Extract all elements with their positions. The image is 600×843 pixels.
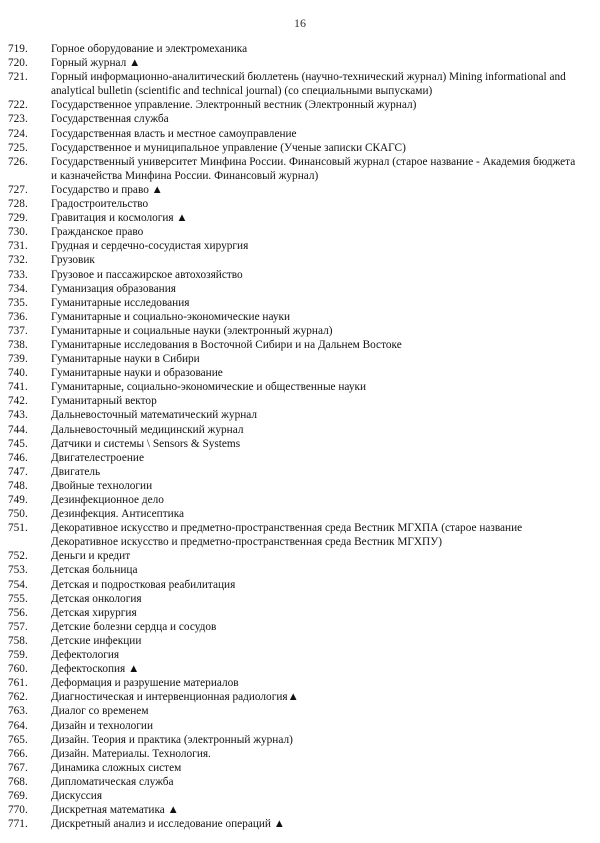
entry-number: 728.: [8, 198, 28, 211]
entry-title: Дизайн. Теория и практика (электронный журнал): [51, 733, 293, 746]
entry-title: Дискуссия: [51, 789, 103, 802]
entry-number: 750.: [8, 508, 28, 521]
entry-title: Дискретная математика ▲: [51, 804, 179, 817]
entry-title: Грудная и сердечно-сосудистая хирургия: [51, 240, 249, 253]
entry-title: Дефектоскопия ▲: [51, 663, 140, 676]
list-item: [8, 183, 582, 197]
entry-number: 745.: [8, 437, 28, 450]
entry-title: Гуманитарный вектор: [51, 395, 157, 408]
entry-number: 748.: [8, 479, 28, 492]
list-item: [8, 521, 582, 549]
list-item: [8, 253, 582, 267]
entry-title: Двигатель: [51, 465, 101, 478]
entry-title: Гражданское право: [51, 226, 144, 239]
entry-number: 743.: [8, 409, 28, 422]
entry-title: Горный информационно-аналитический бюллетень (научно-технический журнал) Mining informational and analytical bulletin (scientific and technical journal) (со специальными выпусками): [51, 71, 566, 98]
entry-number: 770.: [8, 804, 28, 817]
list-item: [8, 437, 582, 451]
list-item: [8, 690, 582, 704]
entry-number: 746.: [8, 451, 28, 464]
list-item: [8, 803, 582, 817]
entry-number: 725.: [8, 141, 28, 154]
entry-number: 755.: [8, 592, 28, 605]
entry-number: 747.: [8, 465, 28, 478]
list-item: [8, 507, 582, 521]
entry-number: 758.: [8, 634, 28, 647]
list-item: [8, 761, 582, 775]
entry-number: 737.: [8, 324, 28, 337]
list-item: [8, 479, 582, 493]
list-item: [8, 493, 582, 507]
list-item: [8, 352, 582, 366]
entry-title: Детская хирургия: [51, 606, 137, 619]
entry-title: Горное оборудование и электромеханика: [51, 43, 248, 55]
entry-title: Дипломатическая служба: [51, 775, 174, 788]
entry-number: 726.: [8, 155, 28, 168]
entry-title: Детская и подростковая реабилитация: [51, 578, 236, 591]
entry-number: 729.: [8, 212, 28, 225]
entry-number: 763.: [8, 705, 28, 718]
entry-title: Диалог со временем: [51, 705, 149, 718]
entry-title: Гуманитарные исследования в Восточной Сибири и на Дальнем Востоке: [51, 338, 402, 351]
entry-title: Дискретный анализ и исследование операций ▲: [51, 818, 285, 831]
list-item: [8, 282, 582, 296]
list-item: [8, 70, 582, 98]
list-item: [8, 366, 582, 380]
entry-number: 757.: [8, 620, 28, 633]
list-item: [8, 225, 582, 239]
entry-title: Динамика сложных систем: [51, 761, 182, 774]
entry-title: Грузовик: [51, 254, 95, 267]
entry-title: Государственная служба: [51, 113, 169, 126]
list-item: [8, 394, 582, 408]
entry-title: Декоративное искусство и предметно-пространственная среда Вестник МГХПА (старое название Декоративное искусство и предметно-пространственная среда Вестник МГХПУ): [51, 522, 523, 549]
entry-title: Детская онкология: [51, 592, 142, 605]
list-item: [8, 296, 582, 310]
entry-title: Горный журнал ▲: [51, 57, 141, 70]
entry-title: Двойные технологии: [51, 479, 153, 492]
entry-title: Гравитация и космология ▲: [51, 212, 188, 225]
entry-title: Дальневосточный математический журнал: [51, 409, 258, 422]
list-item: [8, 592, 582, 606]
entry-number: 735.: [8, 296, 28, 309]
entry-title: Градостроительство: [51, 198, 149, 211]
entry-number: 736.: [8, 310, 28, 323]
entry-number: 730.: [8, 226, 28, 239]
journal-list: [8, 42, 582, 831]
list-item: [8, 211, 582, 225]
list-item: [8, 747, 582, 761]
entry-title: Детские инфекции: [51, 634, 142, 647]
entry-number: 727.: [8, 183, 28, 196]
entry-number: 731.: [8, 240, 28, 253]
list-item: [8, 563, 582, 577]
list-item: [8, 704, 582, 718]
list-item: [8, 775, 582, 789]
entry-number: 768.: [8, 775, 28, 788]
entry-title: Гуманитарные исследования: [51, 296, 190, 309]
entry-title: Дизайн и технологии: [51, 719, 154, 732]
entry-number: 769.: [8, 789, 28, 802]
entry-number: 733.: [8, 268, 28, 281]
list-item: [8, 648, 582, 662]
list-item: [8, 733, 582, 747]
entry-number: 721.: [8, 71, 28, 84]
entry-number: 732.: [8, 254, 28, 267]
entry-title: Гуманитарные и социально-экономические науки: [51, 310, 291, 323]
entry-number: 764.: [8, 719, 28, 732]
entry-number: 766.: [8, 747, 28, 760]
list-item: [8, 620, 582, 634]
list-item: [8, 719, 582, 733]
entry-title: Деньги и кредит: [51, 550, 131, 563]
list-item: [8, 423, 582, 437]
entry-number: 719.: [8, 43, 28, 55]
entry-title: Государство и право ▲: [51, 183, 163, 196]
entry-title: Гуманитарные, социально-экономические и общественные науки: [51, 381, 367, 394]
entry-number: 771.: [8, 818, 28, 831]
entry-title: Детская больница: [51, 564, 138, 577]
list-item: [8, 239, 582, 253]
entry-number: 744.: [8, 423, 28, 436]
entry-number: 724.: [8, 127, 28, 140]
list-item: [8, 549, 582, 563]
entry-title: Гуманитарные науки в Сибири: [51, 353, 200, 366]
entry-title: Деформация и разрушение материалов: [51, 677, 239, 690]
entry-title: Дефектология: [51, 649, 120, 662]
list-item: [8, 155, 582, 183]
list-item: [8, 789, 582, 803]
list-item: [8, 676, 582, 690]
entry-title: Государственный университет Минфина России. Финансовый журнал (старое название - Академия бюджета и казначейства Минфина России. Финансовый журнал): [51, 155, 576, 182]
entry-title: Двигателестроение: [51, 451, 144, 464]
list-item: [8, 56, 582, 70]
entry-number: 753.: [8, 564, 28, 577]
list-item: [8, 634, 582, 648]
entry-number: 759.: [8, 649, 28, 662]
entry-title: Государственное и муниципальное управление (Ученые записки СКАГС): [51, 141, 406, 154]
entry-number: 754.: [8, 578, 28, 591]
entry-number: 722.: [8, 99, 28, 112]
entry-number: 741.: [8, 381, 28, 394]
entry-title: Гуманитарные науки и образование: [51, 367, 223, 380]
list-item: [8, 817, 582, 831]
entry-number: 752.: [8, 550, 28, 563]
list-item: [8, 42, 582, 56]
list-item: [8, 338, 582, 352]
list-item: [8, 606, 582, 620]
entry-title: Дезинфекция. Антисептика: [51, 508, 185, 521]
entry-number: 767.: [8, 761, 28, 774]
entry-number: 742.: [8, 395, 28, 408]
list-item: [8, 578, 582, 592]
entry-title: Датчики и системы \ Sensors & Systems: [51, 437, 241, 450]
entry-number: 756.: [8, 606, 28, 619]
list-item: [8, 127, 582, 141]
entry-title: Гуманизация образования: [51, 282, 176, 295]
entry-number: 760.: [8, 663, 28, 676]
entry-title: Диагностическая и интервенционная радиология▲: [51, 691, 299, 704]
entry-number: 765.: [8, 733, 28, 746]
entry-title: Грузовое и пассажирское автохозяйство: [51, 268, 243, 281]
list-item: [8, 112, 582, 126]
entry-number: 740.: [8, 367, 28, 380]
entry-number: 720.: [8, 57, 28, 70]
list-item: [8, 324, 582, 338]
entry-title: Дальневосточный медицинский журнал: [51, 423, 244, 436]
list-item: [8, 98, 582, 112]
entry-title: Детские болезни сердца и сосудов: [51, 620, 217, 633]
entry-number: 739.: [8, 353, 28, 366]
entry-number: 734.: [8, 282, 28, 295]
page-number: 16: [294, 16, 306, 30]
list-item: [8, 662, 582, 676]
entry-number: 761.: [8, 677, 28, 690]
list-item: [8, 197, 582, 211]
list-item: [8, 451, 582, 465]
entry-number: 738.: [8, 338, 28, 351]
entry-title: Государственная власть и местное самоуправление: [51, 127, 297, 140]
entry-number: 723.: [8, 113, 28, 126]
list-item: [8, 408, 582, 422]
entry-number: 749.: [8, 494, 28, 506]
entry-number: 751.: [8, 522, 28, 535]
entry-title: Дизайн. Материалы. Технология.: [51, 747, 211, 760]
list-item: [8, 268, 582, 282]
entry-title: Гуманитарные и социальные науки (электронный журнал): [51, 324, 333, 337]
entry-title: Государственное управление. Электронный вестник (Электронный журнал): [51, 99, 417, 112]
list-item: [8, 380, 582, 394]
list-item: [8, 141, 582, 155]
list-item: [8, 465, 582, 479]
entry-title: Дезинфекционное дело: [51, 494, 164, 506]
list-item: [8, 310, 582, 324]
entry-number: 762.: [8, 691, 28, 704]
